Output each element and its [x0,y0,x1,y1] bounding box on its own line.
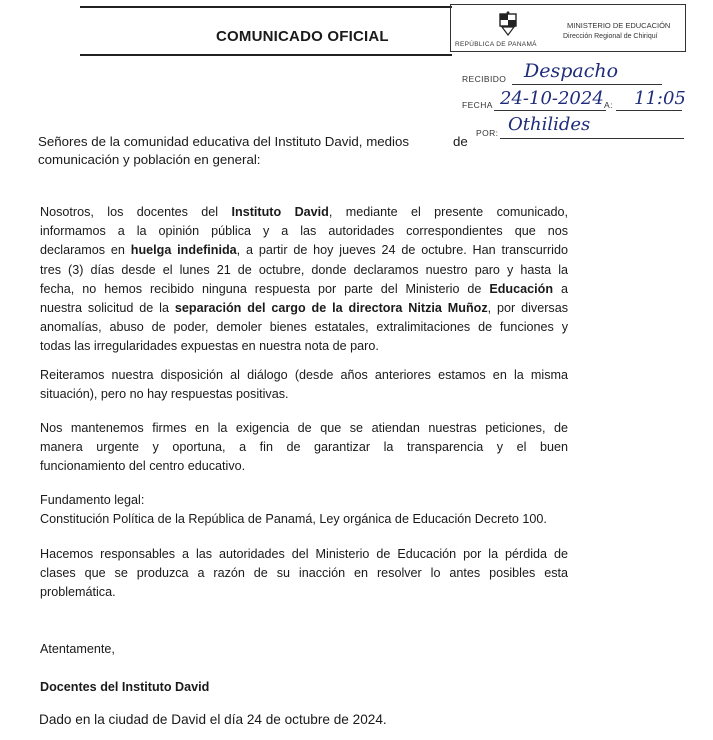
stamp-received-label: RECIBIDO [462,74,507,84]
stamp-by-signature: Othilides [508,114,591,135]
stamp-date-label: FECHA [462,100,493,110]
paragraph-dialogue [40,366,568,404]
text-run: Nosotros, los docentes del [40,205,232,219]
reception-stamp [450,4,686,154]
stamp-received-line [512,84,662,85]
text-line: informamos a la opinión pública y a las autoridades correspondientes que nos [40,224,568,239]
stamp-by-label: POR: [476,128,499,138]
text-line: situación), pero no hay respuestas positivas. [40,387,289,402]
text-line: Reiteramos nuestra disposición al diálogo (desde años anteriores estamos en la misma [40,368,568,382]
text-run: , mediante el presente comunicado, [328,205,568,219]
signature-block: Docentes del Instituto David [40,680,210,694]
bold-text: separación del cargo de la directora Nitzia Muñoz [174,301,488,316]
salutation-line-2: comunicación y población en general: [38,152,261,167]
title-box [80,6,452,56]
text-line [40,241,568,260]
page-title: COMUNICADO OFICIAL [216,28,389,45]
salutation-line-1: Señores de la comunidad educativa del Instituto David, medios [38,134,410,149]
stamp-direction-text: Dirección Regional de Chiriquí [563,33,658,40]
salutation [38,133,478,169]
bold-text: huelga indefinida [130,243,237,258]
legal-basis-text: Constitución Política de la República de Panamá, Ley orgánica de Educación Decreto 100. [40,512,547,526]
text-line [40,203,568,222]
legal-basis [40,491,547,529]
legal-basis-heading: Fundamento legal: [40,493,145,507]
stamp-frame [450,4,686,52]
closing-regards: Atentamente, [40,642,115,656]
bold-text: Instituto David [231,205,329,219]
salutation-line-1-end: de [453,134,468,149]
stamp-date-line [494,110,606,111]
bold-text: Educación [489,281,554,296]
stamp-time-label: A: [604,100,613,110]
text-run: , a partir de hoy jueves 24 de octubre. Han transcurrido [236,243,568,258]
paragraph-strike-declaration [40,203,568,357]
text-line: manera urgente y oportuna, a fin de garantizar la transparencia y el buen [40,440,568,455]
stamp-ministry-text: MINISTERIO DE EDUCACIÓN [567,21,671,30]
issue-date-line: Dado en la ciudad de David el día 24 de octubre de 2024. [39,712,387,727]
stamp-republic-text: REPÚBLICA DE PANAMÁ [455,41,537,48]
stamp-time-handwriting: 11:05 [634,88,686,109]
stamp-received-handwriting: Despacho [524,60,619,82]
text-run: fecha, no hemos recibido ninguna respuesta por parte del Ministerio de [40,281,490,296]
text-line: todas las irregularidades expuestas en nuestra nota de paro. [40,339,379,354]
stamp-date-handwriting: 24-10-2024 [500,88,604,109]
paragraph-responsibility [40,545,568,603]
text-line: Hacemos responsables a las autoridades del Ministerio de Educación por la pérdida de [40,547,568,561]
stamp-by-line [500,138,684,139]
text-line: problemática. [40,585,116,600]
text-line [40,299,568,318]
paragraph-demands [40,419,568,477]
text-line: tres (3) días desde el lunes 21 de octubre, donde declaramos nuestro paro y hasta la [40,262,568,277]
coat-of-arms-icon [497,11,519,37]
text-line: anomalías, abuso de poder, demoler bienes estatales, extralimitaciones de funciones y [40,320,568,335]
text-run: declaramos en [40,243,131,258]
text-line [40,280,568,299]
text-run: nuestra solicitud de la [40,301,175,316]
text-line: funcionamiento del centro educativo. [40,459,246,474]
text-run: a [553,281,568,296]
text-run: , por diversas [487,301,569,316]
text-line: Nos mantenemos firmes en la exigencia de que se atiendan nuestras peticiones, de [40,421,568,435]
stamp-time-line [616,110,682,111]
text-line: clases que se produzca a razón de su inacción en resolver lo antes posibles esta [40,566,568,581]
